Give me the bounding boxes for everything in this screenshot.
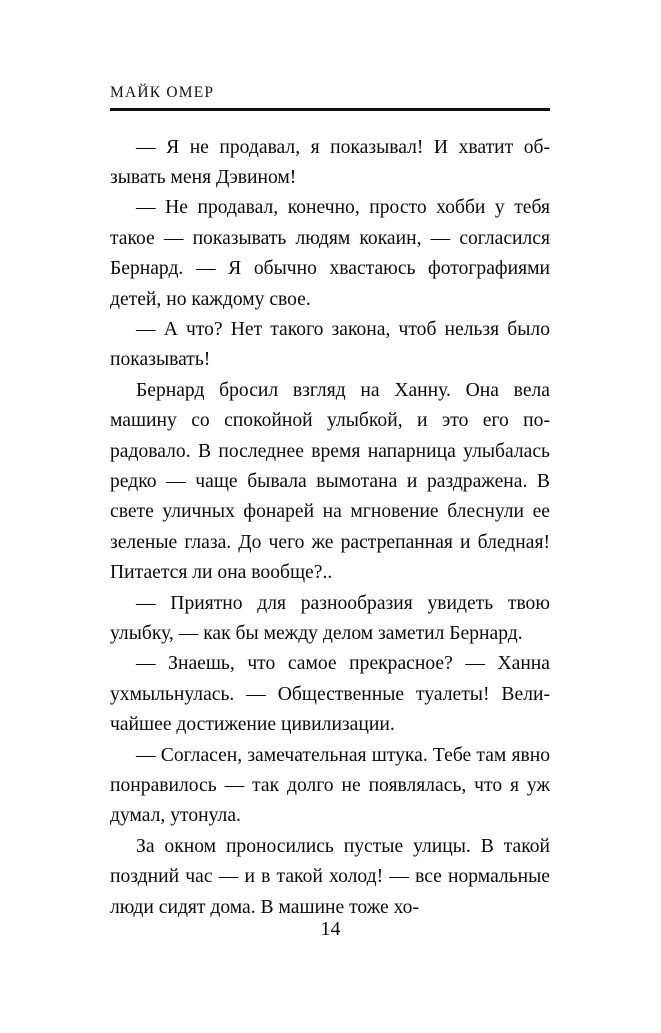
paragraph: — Приятно для разнообразия увидеть твою улыбку, — как бы между делом заметил Бернард. <box>110 592 550 644</box>
header-rule <box>110 108 550 111</box>
paragraph: — А что? Нет такого закона, чтоб нельзя было показывать! <box>110 318 550 371</box>
page-content <box>110 84 550 923</box>
body-text <box>110 133 550 924</box>
paragraph: — Согласен, замечательная штука. Тебе там явно понравилось — так долго не появлялась, что я уж думал, утонула. <box>110 744 550 827</box>
paragraph: Бернард бросил взгляд на Ханну. Она вела машину со спокойной улыбкой, и это его порадовало. В последнее время напарница улыбалась редко — чаще бывала вымотана и раздражена. В свете уличных фонарей на мгновение блеснули ее зеленые глаза. До чего же растрепанная и бледная! Питается ли она вообще?.. <box>110 379 550 584</box>
page-number: 14 <box>320 918 341 940</box>
paragraph: — Я не продавал, я показывал! И хватит обзывать меня Дэвином! <box>110 136 550 188</box>
running-head: МАЙК ОМЕР <box>110 84 215 101</box>
paragraph: — Не продавал, конечно, просто хобби у тебя такое — показывать людям кокаин, — согласился Бернард. — Я обычно хвастаюсь фотографиями детей, но каждому свое. <box>110 197 550 310</box>
paragraph: — Знаешь, что самое прекрасное? — Ханна ухмыльнулась. — Общественные туалеты! Величайшее достижение цивилизации. <box>110 653 550 736</box>
paragraph: За окном проносились пустые улицы. В такой поздний час — и в такой холод! — все нормальные люди сидят дома. В машине тоже хо- <box>110 835 550 918</box>
